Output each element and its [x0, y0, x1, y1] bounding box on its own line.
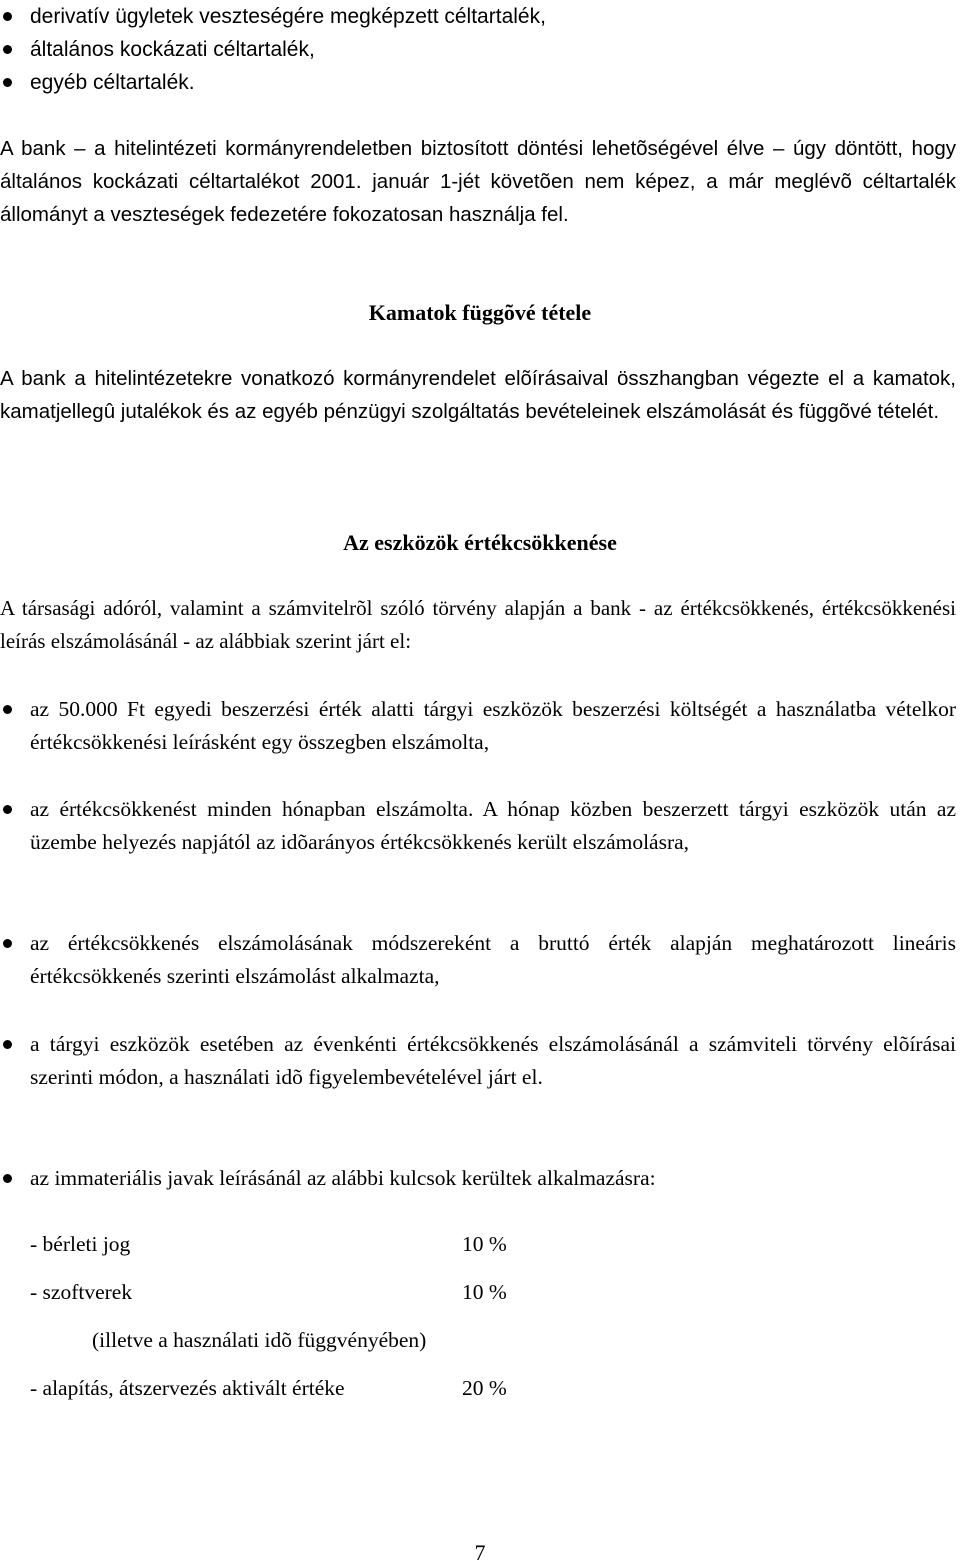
bullet-icon [3, 45, 12, 54]
list-item: az értékcsökkenés elszámolásának módszereként a bruttó érték alapján meghatározott lineáris értékcsökkenés szerinti elszámolást alkalmazta, [0, 927, 956, 993]
depreciation-paragraph: A társasági adóról, valamint a számvitelrõl szóló törvény alapján a bank - az értékcsökkenés, értékcsökkenési leírás elszámolásánál - az alábbiak szerint járt el: [0, 596, 956, 653]
intro-paragraph: A bank – a hitelintézeti kormányrendeletben biztosított döntési lehetõségével élve – úgy döntött, hogy általános kockázati céltartalékot 2001. január 1-jét követõen nem képez, a már meglévõ céltartalék állományt a veszteségek fedezetére fokozatosan használja fel. [0, 137, 956, 226]
rate-note-row [30, 1325, 630, 1355]
rate-row [30, 1229, 630, 1259]
depreciation-rule-list [0, 793, 956, 859]
list-item: derivatív ügyletek veszteségére megképzett céltartalék, [0, 0, 960, 33]
reserve-type-list [0, 0, 960, 99]
bullet-icon [3, 1174, 12, 1183]
list-item: egyéb céltartalék. [0, 66, 960, 99]
list-item: az immateriális javak leírásánál az alábbi kulcsok kerültek alkalmazásra: [0, 1162, 956, 1195]
page-number: 7 [474, 1540, 486, 1565]
interest-paragraph: A bank a hitelintézetekre vonatkozó kormányrendelet elõírásaival összhangban végezte el a kamatok, kamatjellegû jutalékok és az egyéb pénzügyi szolgáltatás bevételeinek elszámolását és függõvé tételét. [0, 367, 956, 423]
bullet-icon [3, 705, 12, 714]
rate-label: - szoftverek [30, 1280, 133, 1304]
rate-row [30, 1277, 630, 1307]
bullet-icon [3, 1040, 12, 1049]
rate-value: 20 % [462, 1376, 507, 1400]
rate-value: 10 % [462, 1232, 507, 1256]
bullet-icon [3, 805, 12, 814]
list-item: az értékcsökkenést minden hónapban elszámolta. A hónap közben beszerzett tárgyi eszközök után az üzembe helyezés napjától az idõarányos értékcsökkenés került elszámolásra, [0, 793, 956, 859]
bullet-icon [3, 78, 12, 87]
depreciation-rule-list [0, 693, 956, 759]
depreciation-rule-list [0, 927, 956, 993]
list-item: általános kockázati céltartalék, [0, 33, 960, 66]
rate-label: - alapítás, átszervezés aktivált értéke [30, 1376, 345, 1400]
bullet-icon [3, 12, 12, 21]
list-item: az 50.000 Ft egyedi beszerzési érték alatti tárgyi eszközök beszerzési költségét a használatba vételkor értékcsökkenési leírásként egy összegben elszámolta, [0, 693, 956, 759]
depreciation-rule-list [0, 1162, 956, 1195]
bullet-icon [3, 939, 12, 948]
depreciation-rule-list [0, 1028, 956, 1094]
rate-value: 10 % [462, 1280, 507, 1304]
rate-row [30, 1373, 630, 1403]
amortization-rate-table [30, 1229, 630, 1403]
rate-note: (illetve a használati idõ függvényében) [92, 1328, 427, 1352]
section-heading-depreciation: Az eszközök értékcsökkenése [343, 530, 617, 555]
list-item: a tárgyi eszközök esetében az évenkénti értékcsökkenés elszámolásánál a számviteli törvény elõírásai szerinti módon, a használati idõ figyelembevételével járt el. [0, 1028, 956, 1094]
section-heading-interest: Kamatok függõvé tétele [368, 300, 592, 325]
rate-label: - bérleti jog [30, 1232, 131, 1256]
